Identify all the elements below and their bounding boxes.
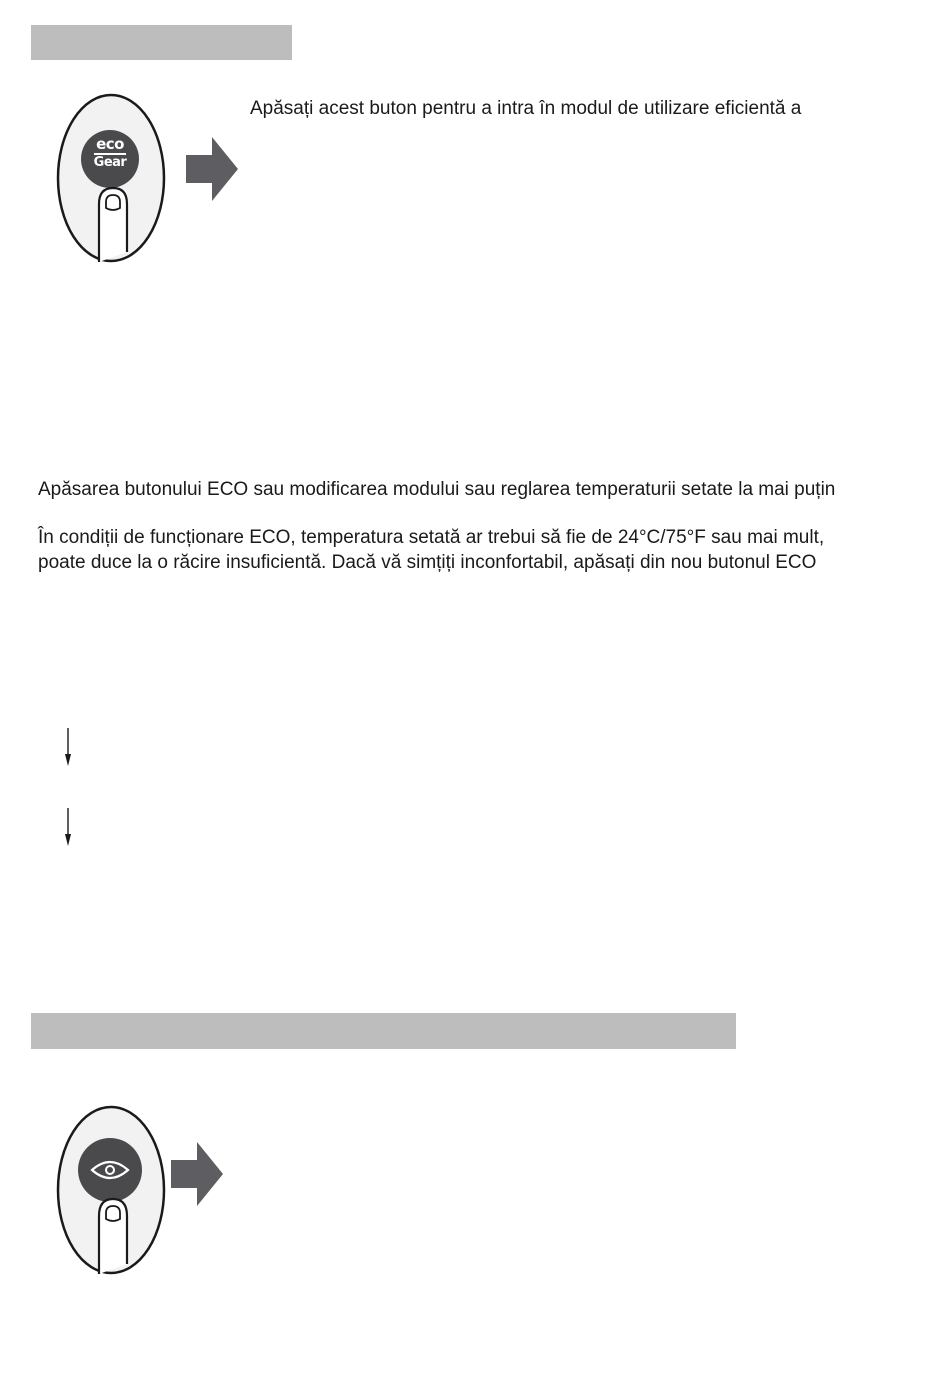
eye-remote-illustration — [55, 1104, 167, 1276]
right-arrow-icon — [171, 1142, 225, 1211]
note-line-3: poate duce la o răcire insuficientă. Dacă vă simțiți inconfortabil, apăsați din nou butonul ECO — [38, 552, 817, 573]
finger-icon — [99, 1199, 127, 1274]
note-line-1: Apăsarea butonului ECO sau modificarea modului sau reglarea temperaturii setate la mai puțin — [38, 479, 836, 500]
eco-logo-top: eco — [96, 135, 124, 153]
down-arrow-icon — [63, 728, 73, 773]
note-line-2: În condiții de funcționare ECO, temperatura setată ar trebui să fie de 24°C/75°F sau mai mult, — [38, 527, 825, 548]
section-header-bar-1 — [31, 25, 292, 60]
eco-logo-bottom: Gear — [93, 155, 127, 170]
down-arrow-icon — [63, 808, 73, 853]
eco-gear-remote-illustration — [55, 92, 167, 264]
eye-button-icon[interactable] — [78, 1138, 142, 1202]
eco-intro-text: Apăsați acest buton pentru a intra în modul de utilizare eficientă a — [250, 98, 802, 119]
section-header-bar-2 — [31, 1013, 736, 1049]
finger-icon — [99, 188, 127, 262]
right-arrow-icon — [186, 137, 240, 206]
